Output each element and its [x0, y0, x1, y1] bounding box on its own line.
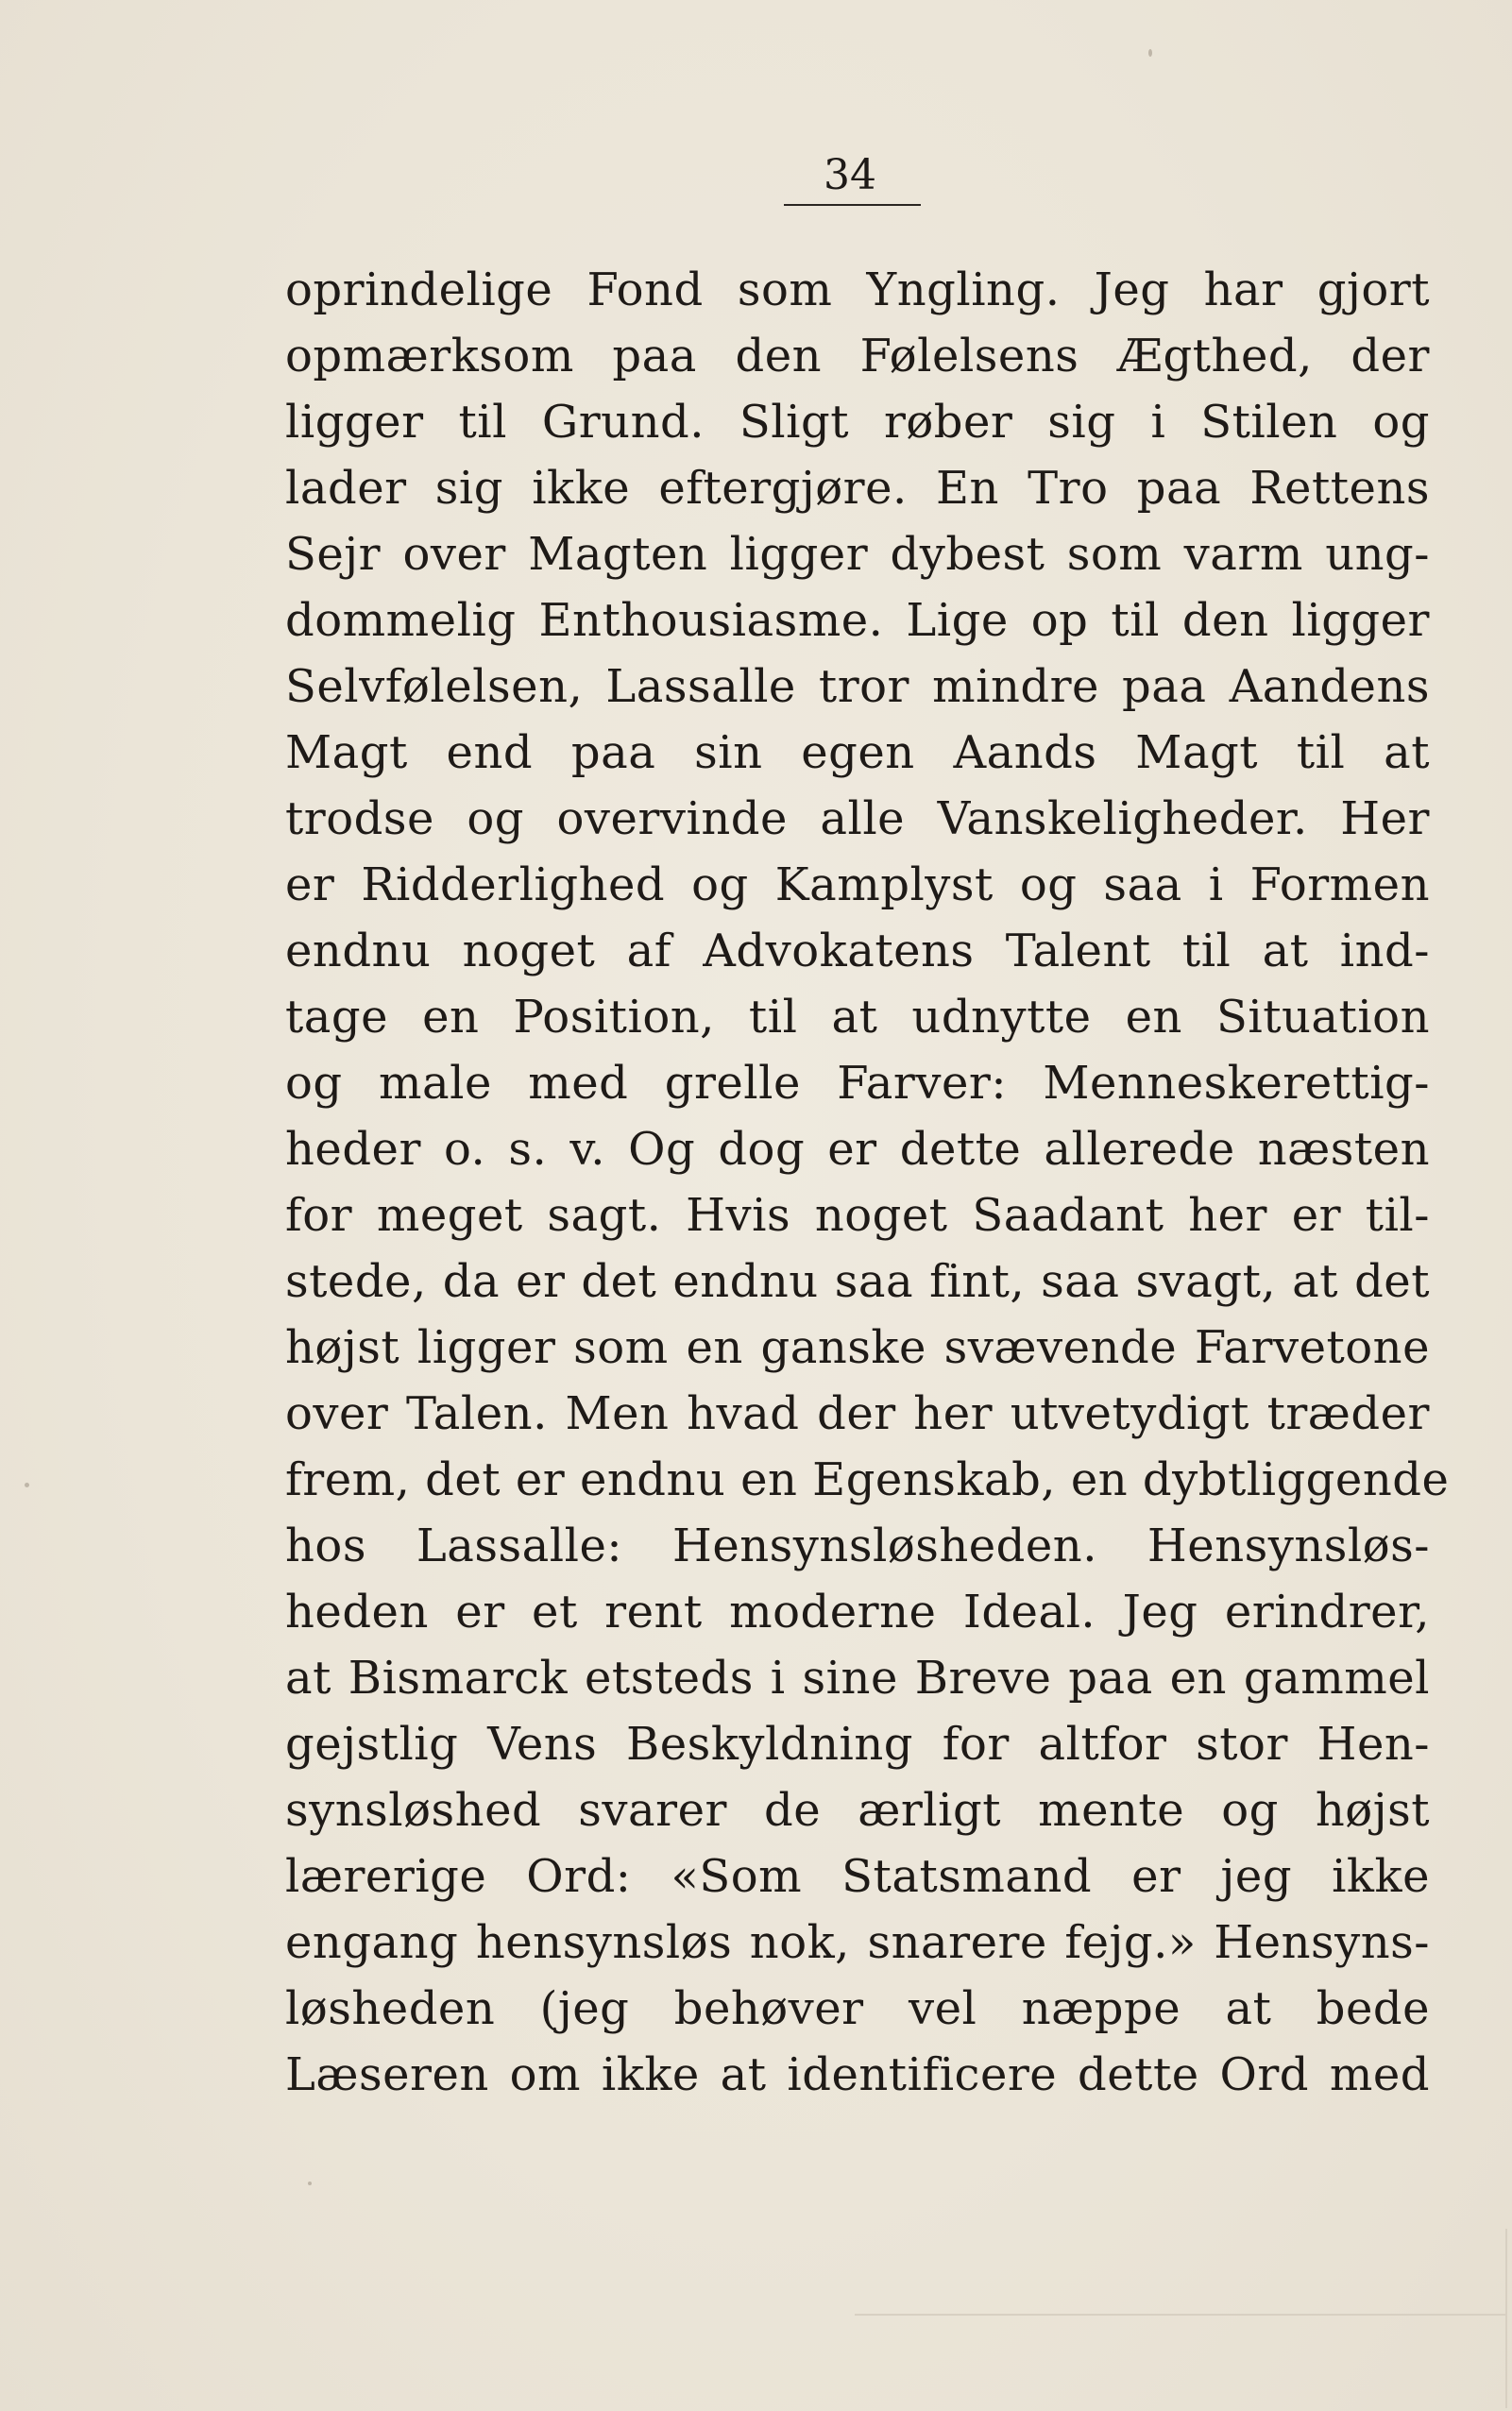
- page-edge-mark: [1505, 2229, 1507, 2408]
- text-line: tage en Position, til at udnytte en Situation: [285, 991, 1430, 1044]
- text-line: engang hensynsløs nok, snarere fejg.» Hensyns-: [285, 1916, 1430, 1969]
- text-line: lader sig ikke eftergjøre. En Tro paa Rettens: [285, 462, 1430, 515]
- text-line: stede, da er det endnu saa fint, saa svagt, at det: [285, 1255, 1430, 1308]
- text-line: over Talen. Men hvad der her utvetydigt træder: [285, 1387, 1430, 1440]
- text-line: for meget sagt. Hvis noget Saadant her er til-: [285, 1189, 1430, 1242]
- page-number-rule: [784, 204, 921, 206]
- paper-speck: [1148, 49, 1152, 57]
- text-line: er Ridderlighed og Kamplyst og saa i Formen: [285, 858, 1430, 911]
- text-line: heden er et rent moderne Ideal. Jeg erindrer,: [285, 1586, 1430, 1638]
- text-line: og male med grelle Farver: Menneskerettig-: [285, 1057, 1430, 1110]
- text-line: heder o. s. v. Og dog er dette allerede næsten: [285, 1123, 1430, 1176]
- text-line: højst ligger som en ganske svævende Farvetone: [285, 1321, 1430, 1374]
- text-line: Magt end paa sin egen Aands Magt til at: [285, 726, 1430, 779]
- text-line: opmærksom paa den Følelsens Ægthed, der: [285, 330, 1430, 382]
- text-line: at Bismarck etsteds i sine Breve paa en gammel: [285, 1652, 1430, 1705]
- text-line: hos Lassalle: Hensynsløsheden. Hensynsløs-: [285, 1520, 1430, 1572]
- page-edge-mark: [855, 2314, 1506, 2316]
- text-line: gejstlig Vens Beskyldning for altfor stor Hen-: [285, 1718, 1430, 1771]
- paper-speck: [25, 1483, 29, 1487]
- text-line: dommelig Enthousiasme. Lige op til den ligger: [285, 594, 1430, 647]
- text-line: Læseren om ikke at identificere dette Ord med: [285, 2048, 1430, 2101]
- text-line: løsheden (jeg behøver vel næppe at bede: [285, 1982, 1430, 2035]
- paper-speck: [308, 2182, 312, 2185]
- page-number: 34: [824, 151, 876, 199]
- text-line: ligger til Grund. Sligt røber sig i Stilen og: [285, 396, 1430, 449]
- text-line: Selvfølelsen, Lassalle tror mindre paa Aandens: [285, 660, 1430, 713]
- body-text: [285, 257, 1450, 2108]
- text-line: endnu noget af Advokatens Talent til at ind-: [285, 925, 1430, 977]
- text-line: frem, det er endnu en Egenskab, en dybtliggende: [285, 1453, 1450, 1506]
- text-line: lærerige Ord: «Som Statsmand er jeg ikke: [285, 1850, 1430, 1903]
- text-line: oprindelige Fond som Yngling. Jeg har gjort: [285, 263, 1430, 316]
- text-line: Sejr over Magten ligger dybest som varm ung-: [285, 528, 1430, 581]
- text-line: trodse og overvinde alle Vanskeligheder. Her: [285, 792, 1430, 845]
- text-line: synsløshed svarer de ærligt mente og højst: [285, 1784, 1430, 1837]
